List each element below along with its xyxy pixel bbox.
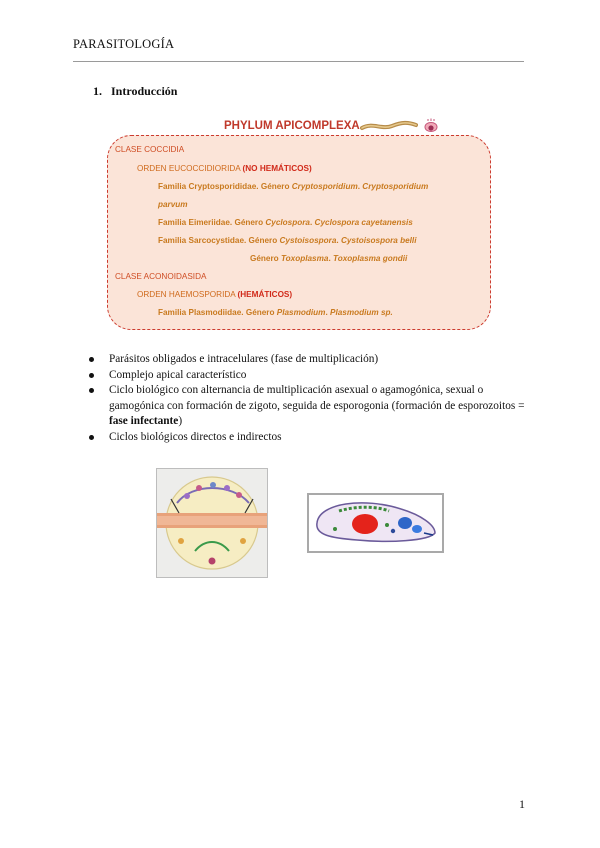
familia-cryptosporididae: Familia Cryptosporididae. Género Cryptosporidium. Cryptosporidium — [158, 182, 429, 191]
header-divider — [73, 61, 524, 62]
genero-toxoplasma: Género Toxoplasma. Toxoplasma gondii — [250, 254, 408, 263]
list-item: Complejo apical característico — [88, 368, 528, 384]
bullet-icon — [89, 357, 94, 362]
bullet-icon — [89, 435, 94, 440]
worm-parasite-icon — [360, 119, 418, 133]
page-header-title: PARASITOLOGÍA — [73, 37, 175, 51]
bullet-list — [88, 352, 528, 445]
list-item: Parásitos obligados e intracelulares (fase de multiplicación) — [88, 352, 528, 368]
clase-coccidia: CLASE COCCIDIA — [115, 145, 185, 154]
page-number: 1 — [519, 797, 525, 811]
familia-sarcocystidae: Familia Sarcocystidae. Género Cystoisospora. Cystoisospora belli — [158, 236, 417, 245]
clase-aconoidasida: CLASE ACONOIDASIDA — [115, 272, 207, 281]
list-item: Ciclo biológico con alternancia de multiplicación asexual o agamogónica, sexual o gamogónica con formación de zigoto, seguida de esporogonia (formación de esporozoitos = fase infectante) — [88, 383, 528, 430]
orden-eucoccidiorida: ORDEN EUCOCCIDIORIDA (NO HEMÁTICOS) — [137, 164, 312, 173]
cell-icon — [422, 118, 440, 136]
bullet-icon — [89, 388, 94, 393]
phylum-title: PHYLUM APICOMPLEXA — [224, 120, 360, 132]
life-cycle-image — [156, 468, 268, 578]
species-parvum: parvum — [158, 200, 188, 209]
familia-eimeriidae: Familia Eimeriidae. Género Cyclospora. Cyclospora cayetanensis — [158, 218, 413, 227]
orden-haemosporida: ORDEN HAEMOSPORIDA (HEMÁTICOS) — [137, 290, 293, 299]
section-number: 1. — [93, 84, 102, 98]
section-heading — [93, 84, 177, 99]
section-title: Introducción — [111, 84, 178, 98]
bullet-icon — [89, 373, 94, 378]
list-item: Ciclos biológicos directos e indirectos — [88, 430, 528, 446]
sporozoite-image — [307, 493, 444, 553]
familia-plasmodiidae: Familia Plasmodiidae. Género Plasmodium. Plasmodium sp. — [158, 308, 393, 317]
